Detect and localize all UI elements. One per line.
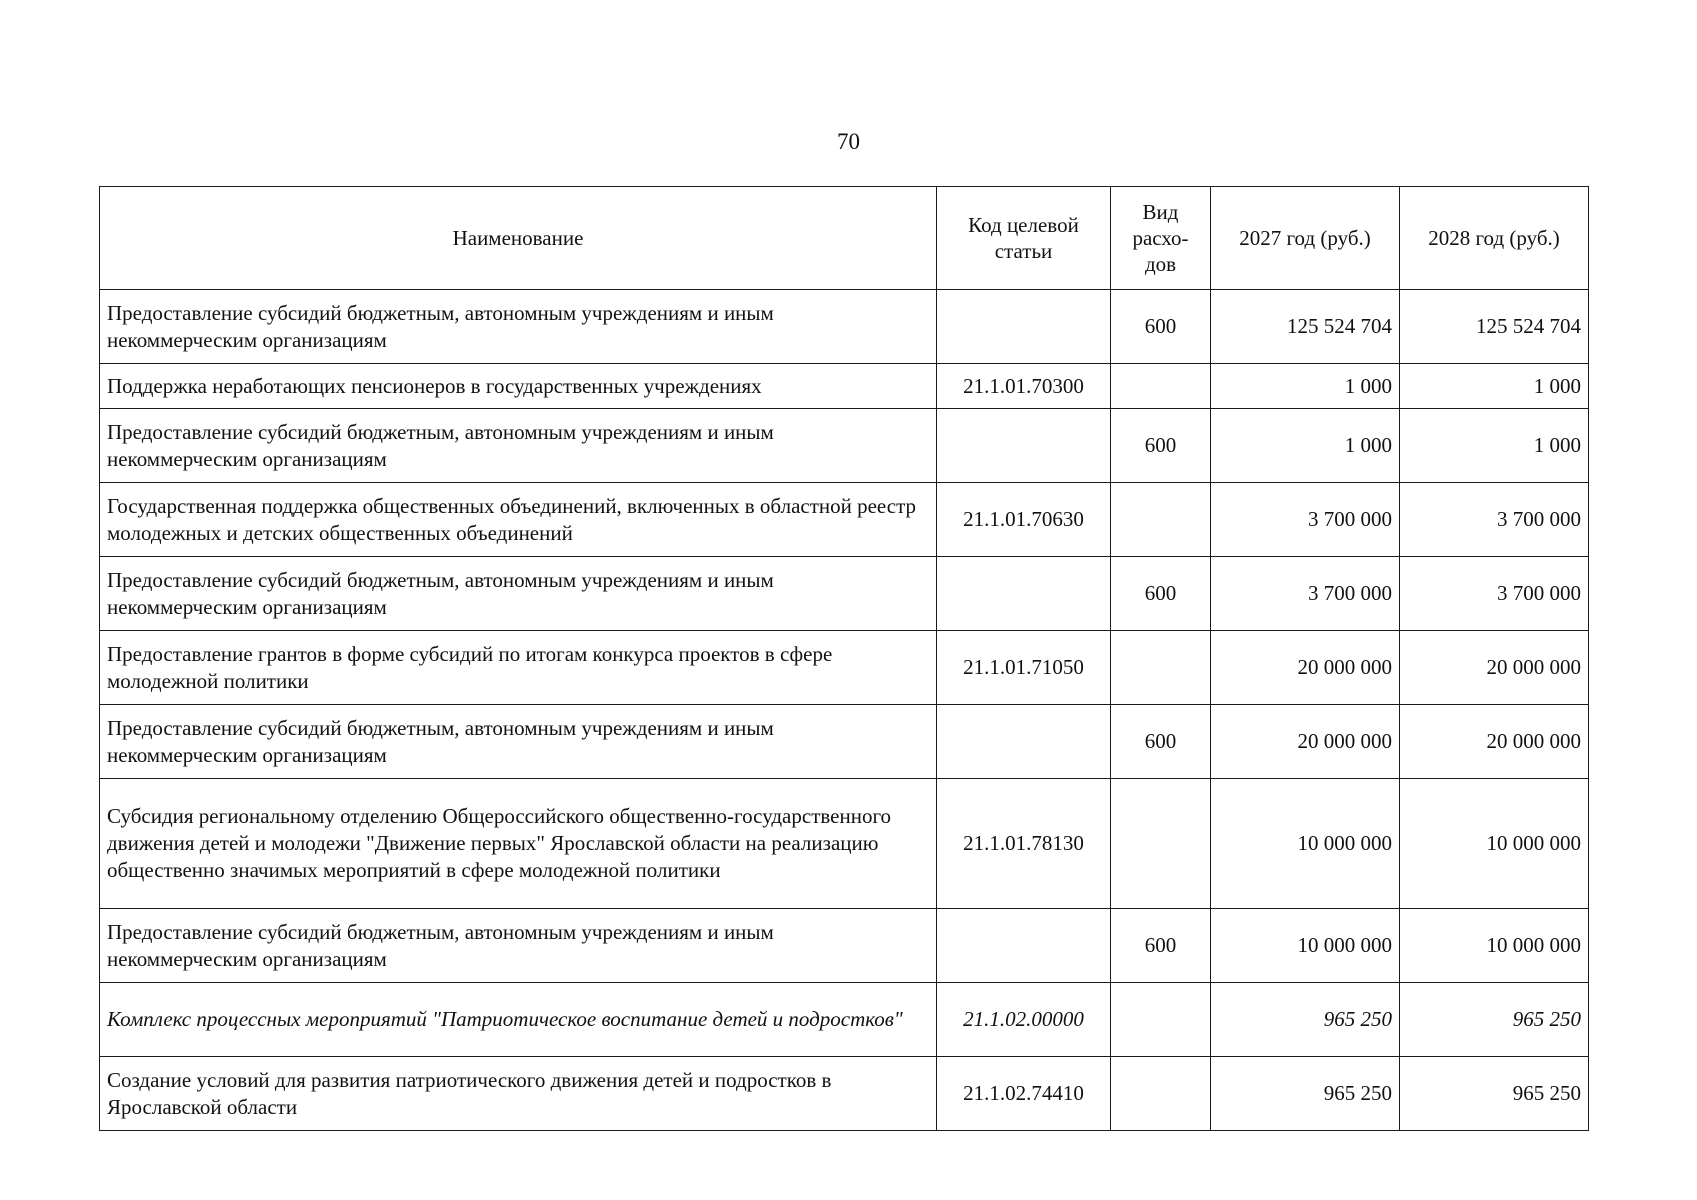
cell-code: 21.1.02.74410 [937, 1057, 1111, 1131]
cell-expense-type: 600 [1111, 290, 1211, 364]
cell-2028: 1 000 [1400, 409, 1589, 483]
cell-2027: 20 000 000 [1211, 631, 1400, 705]
table-row [100, 631, 1589, 705]
cell-2027: 965 250 [1211, 1057, 1400, 1131]
cell-2028: 10 000 000 [1400, 779, 1589, 909]
cell-name: Предоставление субсидий бюджетным, автономным учреждениям и иным некоммерческим организациям [100, 290, 937, 364]
cell-2027: 3 700 000 [1211, 483, 1400, 557]
cell-name: Предоставление субсидий бюджетным, автономным учреждениям и иным некоммерческим организациям [100, 705, 937, 779]
cell-code [937, 557, 1111, 631]
cell-code: 21.1.01.70630 [937, 483, 1111, 557]
cell-name: Предоставление субсидий бюджетным, автономным учреждениям и иным некоммерческим организациям [100, 909, 937, 983]
cell-name: Поддержка неработающих пенсионеров в государственных учреждениях [100, 364, 937, 409]
cell-name: Государственная поддержка общественных объединений, включенных в областной реестр молодежных и детских общественных объединений [100, 483, 937, 557]
cell-2027: 1 000 [1211, 364, 1400, 409]
cell-name: Предоставление грантов в форме субсидий по итогам конкурса проектов в сфере молодежной политики [100, 631, 937, 705]
table-row [100, 557, 1589, 631]
cell-2028: 965 250 [1400, 1057, 1589, 1131]
cell-expense-type: 600 [1111, 909, 1211, 983]
cell-2028: 125 524 704 [1400, 290, 1589, 364]
cell-2028: 3 700 000 [1400, 483, 1589, 557]
cell-2028: 1 000 [1400, 364, 1589, 409]
cell-name: Комплекс процессных мероприятий "Патриотическое воспитание детей и подростков" [100, 983, 937, 1057]
cell-2028: 3 700 000 [1400, 557, 1589, 631]
cell-name: Субсидия региональному отделению Общероссийского общественно-государственного движения детей и молодежи "Движение первых" Ярославской области на реализацию общественно значимых мероприятий в сфере молодежной политики [100, 779, 937, 909]
cell-name: Создание условий для развития патриотического движения детей и подростков в Ярославской области [100, 1057, 937, 1131]
cell-code: 21.1.02.00000 [937, 983, 1111, 1057]
header-2027: 2027 год (руб.) [1211, 187, 1400, 290]
cell-expense-type: 600 [1111, 557, 1211, 631]
cell-2027: 10 000 000 [1211, 909, 1400, 983]
table-row [100, 909, 1589, 983]
cell-2027: 1 000 [1211, 409, 1400, 483]
cell-code [937, 705, 1111, 779]
cell-2027: 20 000 000 [1211, 705, 1400, 779]
table-row [100, 483, 1589, 557]
table-row [100, 409, 1589, 483]
table-row [100, 705, 1589, 779]
cell-expense-type [1111, 483, 1211, 557]
table-row [100, 290, 1589, 364]
cell-expense-type: 600 [1111, 705, 1211, 779]
table-row [100, 779, 1589, 909]
cell-code: 21.1.01.70300 [937, 364, 1111, 409]
cell-2027: 10 000 000 [1211, 779, 1400, 909]
cell-expense-type: 600 [1111, 409, 1211, 483]
cell-expense-type [1111, 631, 1211, 705]
cell-code [937, 290, 1111, 364]
cell-name: Предоставление субсидий бюджетным, автономным учреждениям и иным некоммерческим организациям [100, 557, 937, 631]
table-body [100, 290, 1589, 1131]
cell-code: 21.1.01.78130 [937, 779, 1111, 909]
budget-table [99, 186, 1589, 1131]
cell-code [937, 909, 1111, 983]
table-row [100, 364, 1589, 409]
table-row [100, 1057, 1589, 1131]
cell-expense-type [1111, 364, 1211, 409]
cell-2028: 20 000 000 [1400, 631, 1589, 705]
cell-expense-type [1111, 779, 1211, 909]
cell-2027: 965 250 [1211, 983, 1400, 1057]
page-number: 70 [837, 129, 860, 154]
cell-2027: 125 524 704 [1211, 290, 1400, 364]
cell-2028: 10 000 000 [1400, 909, 1589, 983]
cell-code [937, 409, 1111, 483]
table-row [100, 983, 1589, 1057]
cell-expense-type [1111, 1057, 1211, 1131]
cell-expense-type [1111, 983, 1211, 1057]
header-name: Наименование [100, 187, 937, 290]
cell-2028: 20 000 000 [1400, 705, 1589, 779]
table-header-row [100, 187, 1589, 290]
cell-name: Предоставление субсидий бюджетным, автономным учреждениям и иным некоммерческим организациям [100, 409, 937, 483]
cell-2028: 965 250 [1400, 983, 1589, 1057]
header-type: Вид расхо-дов [1111, 187, 1211, 290]
cell-2027: 3 700 000 [1211, 557, 1400, 631]
header-2028: 2028 год (руб.) [1400, 187, 1589, 290]
cell-code: 21.1.01.71050 [937, 631, 1111, 705]
header-code: Код целевой статьи [937, 187, 1111, 290]
